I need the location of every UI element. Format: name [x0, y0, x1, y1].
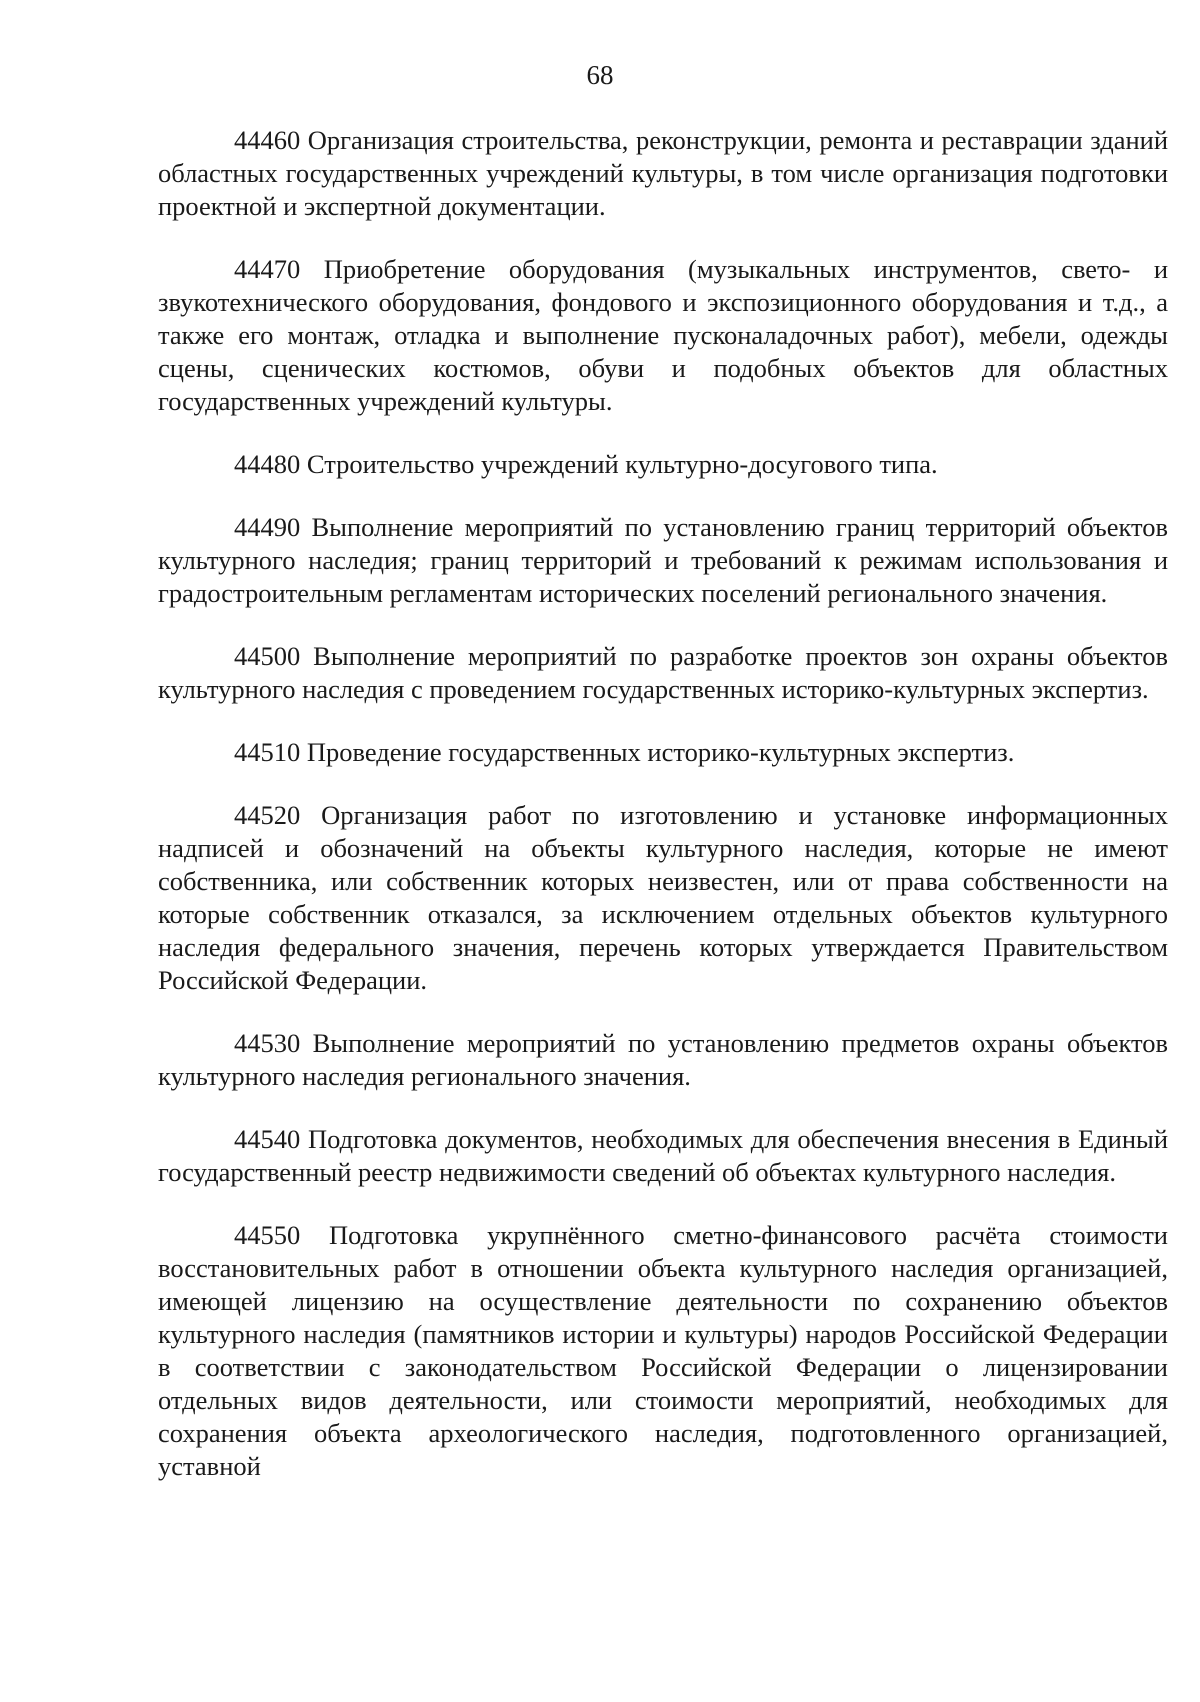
paragraph-44480: 44480 Строительство учреждений культурно-досугового типа. — [234, 449, 938, 479]
paragraph-44520: 44520 Организация работ по изготовлению и установке информационных надписей и обозначений на объекты культурного наследия, которые не имеют собственника, или собственник которых неизвестен, или от права собственности на которые собственник отказался, за исключением отдельных объектов культурного наследия федерального значения, перечень которых утверждается Правительством Российской Федерации. — [158, 800, 1168, 995]
paragraph-44470: 44470 Приобретение оборудования (музыкальных инструментов, свето- и звукотехнического оборудования, фондового и экспозиционного оборудования и т.д., а также его монтаж, отладка и выполнение пусконаладочных работ), мебели, одежды сцены, сценических костюмов, обуви и подобных объектов для областных государственных учреждений культуры. — [158, 254, 1168, 416]
paragraph-44510: 44510 Проведение государственных историко-культурных экспертиз. — [234, 737, 1015, 767]
paragraph-44550: 44550 Подготовка укрупнённого сметно-финансового расчёта стоимости восстановительных работ в отношении объекта культурного наследия организацией, имеющей лицензию на осуществление деятельности по сохранению объектов культурного наследия (памятников истории и культуры) народов Российской Федерации в соответствии с законодательством Российской Федерации о лицензировании отдельных видов деятельности, или стоимости мероприятий, необходимых для сохранения объекта археологического наследия, подготовленного организацией, уставной — [158, 1220, 1168, 1481]
page-number: 68 — [586, 60, 614, 90]
document-body — [158, 124, 1168, 1513]
paragraph-44540: 44540 Подготовка документов, необходимых для обеспечения внесения в Единый государственный реестр недвижимости сведений об объектах культурного наследия. — [158, 1124, 1168, 1187]
paragraph-44490: 44490 Выполнение мероприятий по установлению границ территорий объектов культурного наследия; границ территорий и требований к режимам использования и градостроительным регламентам исторических поселений регионального значения. — [158, 512, 1168, 608]
paragraph-44530: 44530 Выполнение мероприятий по установлению предметов охраны объектов культурного наследия регионального значения. — [158, 1028, 1168, 1091]
paragraph-44460: 44460 Организация строительства, реконструкции, ремонта и реставрации зданий областных государственных учреждений культуры, в том числе организация подготовки проектной и экспертной документации. — [158, 125, 1168, 221]
paragraph-44500: 44500 Выполнение мероприятий по разработке проектов зон охраны объектов культурного наследия с проведением государственных историко-культурных экспертиз. — [158, 641, 1168, 704]
